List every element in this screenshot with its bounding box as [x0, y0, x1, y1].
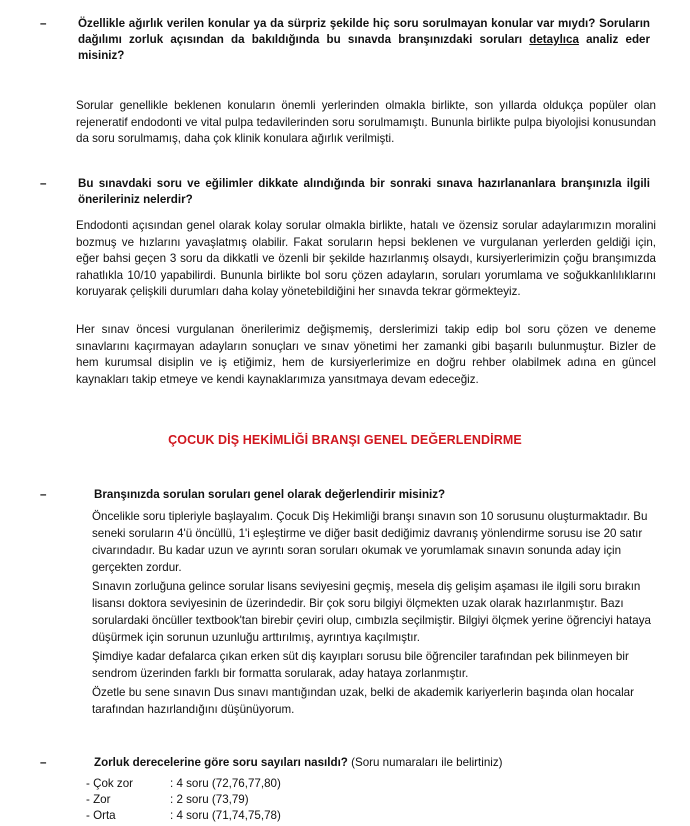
- question-4-text: Zorluk derecelerine göre soru sayıları nasıldı? (Soru numaraları ile belirtiniz): [94, 756, 503, 769]
- question-dash: –: [40, 17, 47, 30]
- answer-3-paragraph-2: Sınavın zorluğuna gelince sorular lisans seviyesini geçmiş, mesela diş gelişim aşaması ile ilgili soru bırakın lisansı doktora seviyesinin de üzerindedir. Bir çok soru bilgiyi ölçmekten uzak olarak hazırlanmıştır. Bazı sorulardaki öncüller textbook'tan birebir çeviri olup, cımbızla seçilmiştir. Bilgiyi ölçmek yerine öğrenciyi hataya düşürmek için sorunun uzunluğu arttırılmış, ayrıntıya kaçılmıştır.: [92, 580, 651, 644]
- answer-3-paragraph-4: Özetle bu sene sınavın Dus sınavı mantığından uzak, belki de akademik kariyerlerin başında olan hocalar tarafından hazırlandığını düşünüyorum.: [92, 686, 634, 716]
- question-1: [40, 16, 650, 64]
- question-2: [40, 176, 650, 208]
- question-3-text: Branşınızda sorulan soruları genel olarak değerlendirir misiniz?: [94, 488, 446, 501]
- answer-2-paragraph-2: Her sınav öncesi vurgulanan önerilerimiz değişmemiş, derslerimizi takip edip bol soru çözen ve deneme sınavlarını kaçırmayan adayların sonuçları ve sınav yönetimi her zamanki gibi başarılı bulunmuştur. Bizler de hem kurumsal disiplin ve iş etiğimiz, hem de kursiyerlerimize en doğru rehber olabilmek adına en güncel kaynakları takip etmeye ve kendi kaynaklarımıza yansıtmaya devam edeceğiz.: [76, 323, 656, 386]
- question-3: [40, 487, 650, 503]
- question-dash: –: [40, 177, 47, 190]
- question-dash: –: [40, 756, 47, 769]
- answer-1: Sorular genellikle beklenen konuların önemli yerlerinden olmakla birlikte, son yıllarda oldukça popüler olan rejeneratif endodonti ve vital pulpa tedavilerinden soru sorulmamıştı. Bununla birlikte pulpa biyolojisi konusundan da soru sorulmamış, daha çok klinik konulara ağırlık verilmişti.: [76, 99, 656, 145]
- difficulty-value: : 4 soru (72,76,77,80): [170, 777, 281, 790]
- difficulty-value: : 4 soru (71,74,75,78): [170, 809, 281, 822]
- question-4: [40, 755, 650, 771]
- question-2-text: Bu sınavdaki soru ve eğilimler dikkate alındığında bir sonraki sınava hazırlananlara branşınızla ilgili önerileriniz nelerdir?: [78, 177, 650, 206]
- underlined-word: detaylıca: [529, 33, 579, 46]
- difficulty-label: - Zor: [86, 793, 111, 806]
- question-1-text: Özellikle ağırlık verilen konular ya da sürpriz şekilde hiç soru sorulmayan konular var mıydı? Soruların dağılımı zorluk açısından da bakıldığında bu sınavda branşınızdaki soruları detaylıca analiz eder misiniz?: [78, 17, 650, 62]
- difficulty-label: - Çok zor: [86, 777, 134, 790]
- answer-2-paragraph-1: Endodonti açısından genel olarak kolay sorular olmakla birlikte, hatalı ve özensiz sorular adaylarımızın moralini bozmuş ve hızlarını yavaşlatmış olabilir. Fakat soruların hepsi beklenen ve vurgulanan yerlerden geldiği için, eğer bahsi geçen 3 soru da dikkatli ve özenli bir şekilde hazırlanmış olsaydı, kursiyerlerimizin çoğu branşımızda rahatlıkla 10/10 yapabilirdi. Bununla birlikte bol soru çözen adayların, soruları yorumlama ve soğukkanlılıklarını koruyarak çelişkili durumları daha kolay yönetebildiğini her sınavda tekrar görmekteyiz.: [76, 219, 656, 298]
- answer-3-paragraph-1: Öncelikle soru tipleriyle başlayalım. Çocuk Diş Hekimliği branşı sınavın son 10 sorusunu oluşturmaktadır. Bu seneki soruların 4'ü öncüllü, 1'i eşleştirme ve diğer basit dediğimiz davranış yönlendirme sorusu ise 20 satır civarındadır. Bu kadar uzun ve ayrıntı soran soruları okumak ve yorumlamak sınavın sonunda aday için gerçekten zordur.: [92, 510, 648, 574]
- question-dash: –: [40, 488, 47, 501]
- difficulty-label: - Orta: [86, 809, 116, 822]
- answer-3-paragraph-3: Şimdiye kadar defalarca çıkan erken süt diş kayıpları sorusu bile öğrenciler tarafından pek bilinmeyen bir sendrom üzerinden farklı bir formatta sorularak, aday hataya zorlanmıştır.: [92, 650, 629, 680]
- difficulty-value: : 2 soru (73,79): [170, 793, 249, 806]
- section-title: ÇOCUK DİŞ HEKİMLİĞİ BRANŞI GENEL DEĞERLENDİRME: [168, 433, 522, 447]
